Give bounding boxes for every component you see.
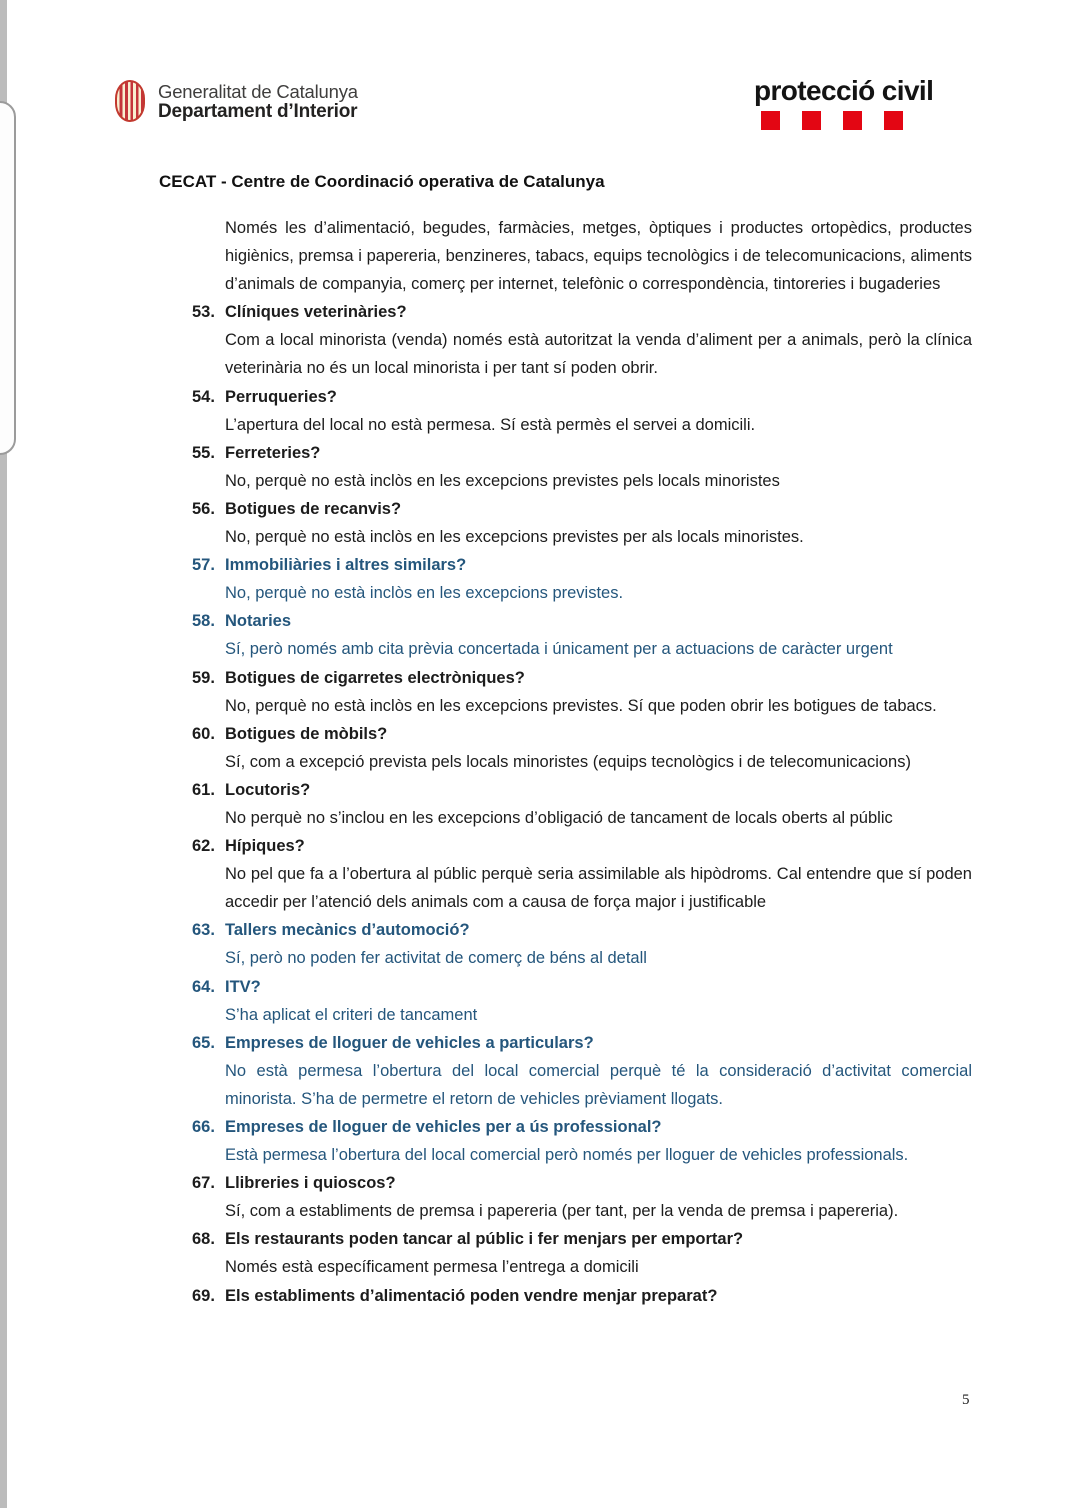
faq-question: Immobiliàries i altres similars? (225, 556, 467, 575)
faq-answer: S’ha aplicat el criteri de tancament (225, 1005, 478, 1024)
faq-answer: No pel que fa a l’obertura al públic perquè seria assimilable als hipòdroms. Cal entendre que sí poden accedir per l’atenció dels animals com a causa de força major i justificable (225, 865, 972, 912)
faq-question: Notaries (225, 612, 292, 631)
faq-item (192, 1029, 972, 1113)
faq-list (192, 298, 972, 1309)
faq-item-number: 69. (192, 1286, 215, 1305)
faq-question: Tallers mecànics d’automoció? (225, 921, 470, 940)
faq-answer: Sí, però només amb cita prèvia concertada i únicament per a actuacions de caràcter urgent (225, 640, 893, 659)
departament-name: Departament d’Interior (158, 101, 358, 122)
proteccio-civil-squares (761, 111, 933, 130)
faq-item-number: 68. (192, 1230, 215, 1249)
faq-item (192, 916, 972, 972)
faq-question: Els establiments d’alimentació poden vendre menjar preparat? (225, 1286, 718, 1305)
faq-answer: Com a local minorista (venda) només està autoritzat la venda d’aliment per a animals, però la clínica veterinària no és un local minorista i per tant sí poden obrir. (225, 331, 972, 378)
faq-item (192, 1113, 972, 1169)
faq-item-number: 54. (192, 387, 215, 406)
faq-item-number: 60. (192, 724, 215, 743)
page-number: 5 (962, 1392, 970, 1408)
faq-question: Clíniques veterinàries? (225, 303, 407, 322)
faq-item (192, 1225, 972, 1281)
faq-item (192, 776, 972, 832)
intro-paragraph: Només les d’alimentació, begudes, farmàcies, metges, òptiques i productes ortopèdics, productes higiènics, premsa i papereria, benzineres, tabacs, equips tecnològics i de telecomunicacions, aliments d’animals de companyia, comerç per internet, telefònic o correspondència, tintoreries i bugaderies (225, 219, 972, 294)
faq-item (192, 832, 972, 916)
faq-item-number: 64. (192, 977, 215, 996)
faq-item (192, 439, 972, 495)
faq-answer: No perquè no s’inclou en les excepcions d’obligació de tancament de locals oberts al públic (225, 808, 893, 827)
faq-answer: No, perquè no està inclòs en les excepcions previstes pels locals minoristes (225, 471, 780, 490)
faq-question: Llibreries i quioscos? (225, 1174, 396, 1193)
faq-item (192, 1282, 972, 1310)
faq-item (192, 495, 972, 551)
faq-answer: L’apertura del local no està permesa. Sí està permès el servei a domicili. (225, 415, 756, 434)
faq-answer: No està permesa l’obertura del local comercial perquè té la consideració d’activitat comercial minorista. S’ha de permetre el retorn de vehicles prèviament llogats. (225, 1061, 972, 1108)
faq-answer: No, perquè no està inclòs en les excepcions previstes. (225, 584, 624, 603)
page-title: CECAT - Centre de Coordinació operativa de Catalunya (159, 172, 605, 191)
generalitat-logo (115, 79, 358, 122)
faq-answer: Sí, com a excepció prevista pels locals minoristes (equips tecnològics i de telecomunicacions) (225, 752, 911, 771)
faq-question: ITV? (225, 977, 261, 996)
faq-question: Botigues de cigarretes electròniques? (225, 668, 525, 687)
proteccio-civil-label: protecció civil (754, 75, 934, 106)
faq-question: Empreses de lloguer de vehicles a particulars? (225, 1033, 594, 1052)
generalitat-logo-text (158, 79, 358, 122)
faq-question: Locutoris? (225, 780, 311, 799)
faq-item-number: 65. (192, 1033, 215, 1052)
proteccio-civil-logo (754, 76, 933, 130)
faq-answer: Està permesa l’obertura del local comercial però només per lloguer de vehicles professionals. (225, 1146, 909, 1165)
faq-question: Botigues de recanvis? (225, 499, 402, 518)
faq-item-number: 55. (192, 443, 215, 462)
document-body (192, 214, 972, 1310)
faq-item-number: 59. (192, 668, 215, 687)
faq-question: Perruqueries? (225, 387, 337, 406)
faq-question: Empreses de lloguer de vehicles per a ús professional? (225, 1118, 662, 1136)
faq-answer: Només està específicament permesa l’entrega a domicili (225, 1258, 639, 1277)
faq-item-number: 66. (192, 1118, 215, 1136)
faq-item-number: 58. (192, 612, 215, 631)
faq-question: Ferreteries? (225, 443, 321, 462)
faq-item-number: 57. (192, 556, 215, 575)
red-square-icon (761, 111, 780, 130)
generalitat-name: Generalitat de Catalunya (158, 81, 358, 102)
faq-answer: Sí, però no poden fer activitat de comerç de béns al detall (225, 949, 647, 968)
faq-question: Botigues de mòbils? (225, 724, 388, 743)
faq-item-number: 53. (192, 303, 215, 322)
faq-item-number: 62. (192, 837, 215, 856)
senyera-shield-icon (115, 80, 145, 122)
faq-item-number: 67. (192, 1174, 215, 1193)
faq-item-number: 63. (192, 921, 215, 940)
faq-question: Hípiques? (225, 837, 305, 856)
faq-item-number: 61. (192, 780, 215, 799)
faq-answer: No, perquè no està inclòs en les excepcions previstes. Sí que poden obrir les botigues de tabacs. (225, 696, 937, 715)
red-square-icon (802, 111, 821, 130)
faq-item (192, 298, 972, 382)
faq-answer: Sí, com a establiments de premsa i papereria (per tant, per la venda de premsa i papereria). (225, 1202, 899, 1221)
faq-item (192, 973, 972, 1029)
side-panel-handle[interactable] (0, 101, 16, 455)
faq-item (192, 383, 972, 439)
faq-item (192, 1169, 972, 1225)
red-square-icon (884, 111, 903, 130)
faq-item (192, 607, 972, 663)
faq-answer: No, perquè no està inclòs en les excepcions previstes per als locals minoristes. (225, 528, 804, 547)
faq-question: Els restaurants poden tancar al públic i fer menjars per emportar? (225, 1230, 744, 1249)
faq-item (192, 664, 972, 720)
faq-item-number: 56. (192, 499, 215, 518)
faq-item (192, 551, 972, 607)
faq-item (192, 720, 972, 776)
red-square-icon (843, 111, 862, 130)
